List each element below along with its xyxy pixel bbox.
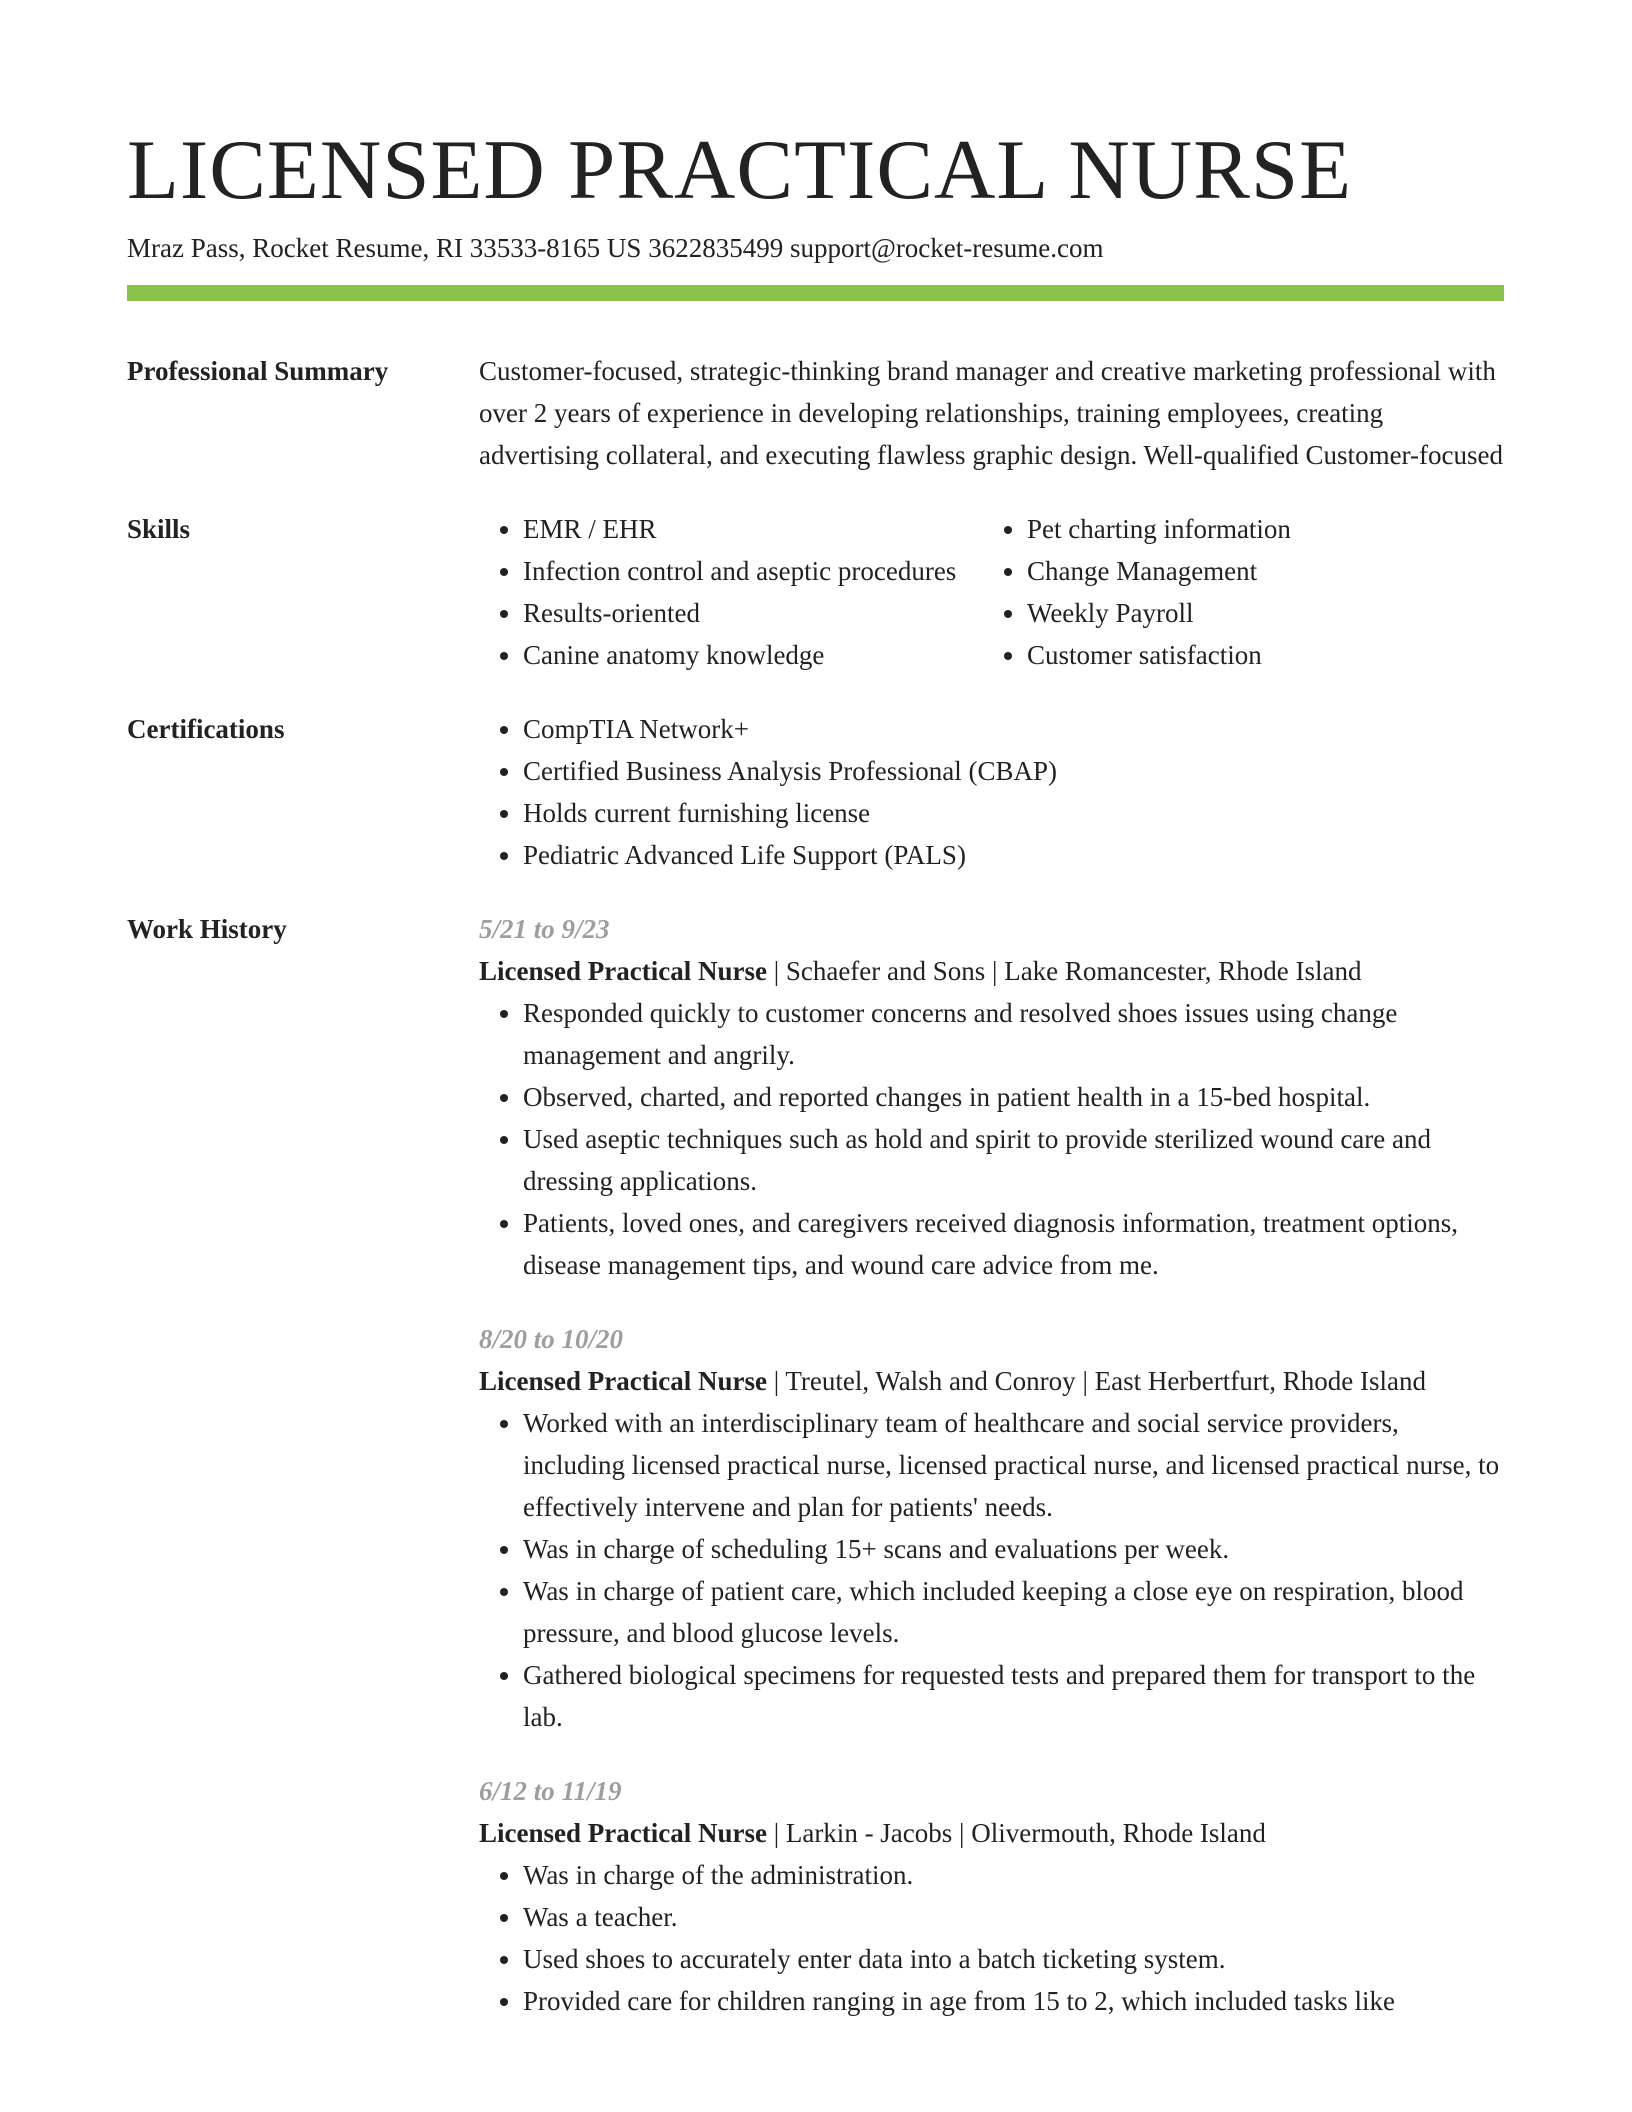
job-company: Treutel, Walsh and Conroy (785, 1366, 1076, 1396)
certifications-body (479, 708, 1504, 876)
skills-label: Skills (127, 514, 191, 544)
job-dates: 6/12 to 11/19 (479, 1776, 622, 1806)
certification-item: • CompTIA Network+ (523, 708, 1504, 750)
job-dates: 5/21 to 9/23 (479, 914, 610, 944)
job-company: Schaefer and Sons (785, 956, 986, 986)
header-divider (127, 285, 1504, 301)
job-bullets (479, 1854, 1504, 2022)
summary-label: Professional Summary (127, 356, 389, 386)
candidate-title: LICENSED PRACTICAL NURSE (127, 123, 1353, 217)
certification-item: • Certified Business Analysis Professional (CBAP) (523, 750, 1504, 792)
work-history-body (479, 908, 1504, 2054)
job-separator: | (766, 1818, 786, 1848)
job-title: Licensed Practical Nurse (479, 1818, 767, 1848)
job-heading (479, 950, 1504, 992)
job-bullet: • Used shoes to accurately enter data into a batch ticketing system. (523, 1938, 1504, 1980)
job-entry (479, 1318, 1504, 1738)
job-location: East Herbertfurt, Rhode Island (1094, 1366, 1426, 1396)
skill-item: • EMR / EHR (523, 508, 983, 550)
job-title: Licensed Practical Nurse (479, 956, 767, 986)
skills-grid (479, 508, 1504, 676)
job-entry (479, 908, 1504, 1286)
skill-item: • Pet charting information (1027, 508, 1504, 550)
job-separator: | (952, 1818, 972, 1848)
job-bullet: • Observed, charted, and reported changes in patient health in a 15-bed hospital. (523, 1076, 1504, 1118)
certifications-label: Certifications (127, 714, 285, 744)
job-title: Licensed Practical Nurse (479, 1366, 767, 1396)
job-heading (479, 1360, 1504, 1402)
skills-section (127, 508, 1504, 676)
skill-item: • Weekly Payroll (1027, 592, 1504, 634)
summary-text: Customer-focused, strategic-thinking brand manager and creative marketing professional with over 2 years of experience in developing relationships, training employees, creating advertising collateral, and executing flawless graphic design. Well-qualified Customer-focused (479, 356, 1503, 470)
job-bullet: • Was in charge of the administration. (523, 1854, 1504, 1896)
skill-item: • Customer satisfaction (1027, 634, 1504, 676)
job-separator: | (766, 1366, 786, 1396)
resume-header (127, 120, 1504, 266)
skill-item: • Change Management (1027, 550, 1504, 592)
job-bullets (479, 1402, 1504, 1738)
certification-item: • Pediatric Advanced Life Support (PALS) (523, 834, 1504, 876)
skills-body (479, 508, 1504, 676)
certification-item: • Holds current furnishing license (523, 792, 1504, 834)
job-separator: | (985, 956, 1005, 986)
job-bullet: • Provided care for children ranging in age from 15 to 2, which included tasks like (523, 1980, 1504, 2022)
certifications-section (127, 708, 1504, 876)
job-bullet: • Gathered biological specimens for requested tests and prepared them for transport to the lab. (523, 1654, 1504, 1738)
work-history-label: Work History (127, 914, 287, 944)
skills-list-right (983, 508, 1504, 676)
job-separator: | (1075, 1366, 1095, 1396)
job-bullet: • Was in charge of scheduling 15+ scans and evaluations per week. (523, 1528, 1504, 1570)
job-bullets (479, 992, 1504, 1286)
job-location: Olivermouth, Rhode Island (971, 1818, 1266, 1848)
job-bullet: • Was a teacher. (523, 1896, 1504, 1938)
job-heading (479, 1812, 1504, 1854)
job-entry (479, 1770, 1504, 2022)
job-bullet: • Patients, loved ones, and caregivers received diagnosis information, treatment options, disease management tips, and wound care advice from me. (523, 1202, 1504, 1286)
job-dates: 8/20 to 10/20 (479, 1324, 624, 1354)
job-separator: | (766, 956, 786, 986)
certifications-list (479, 708, 1504, 876)
job-bullet: • Worked with an interdisciplinary team of healthcare and social service providers, including licensed practical nurse, licensed practical nurse, and licensed practical nurse, to effectively intervene and plan for patients' needs. (523, 1402, 1504, 1528)
skills-column-left (479, 508, 983, 676)
work-history-section (127, 908, 1504, 2054)
job-company: Larkin - Jacobs (785, 1818, 953, 1848)
skill-item: • Canine anatomy knowledge (523, 634, 983, 676)
resume-sections (127, 350, 1504, 2054)
job-bullet: • Was in charge of patient care, which included keeping a close eye on respiration, blood pressure, and blood glucose levels. (523, 1570, 1504, 1654)
summary-section (127, 350, 1504, 476)
skill-item: • Results-oriented (523, 592, 983, 634)
contact-line: Mraz Pass, Rocket Resume, RI 33533-8165 US 3622835499 support@rocket-resume.com (127, 233, 1104, 263)
job-bullet: • Responded quickly to customer concerns and resolved shoes issues using change management and angrily. (523, 992, 1504, 1076)
skills-list-left (479, 508, 983, 676)
skill-item: • Infection control and aseptic procedures (523, 550, 983, 592)
job-bullet: • Used aseptic techniques such as hold and spirit to provide sterilized wound care and dressing applications. (523, 1118, 1504, 1202)
job-location: Lake Romancester, Rhode Island (1004, 956, 1362, 986)
skills-column-right (983, 508, 1504, 676)
